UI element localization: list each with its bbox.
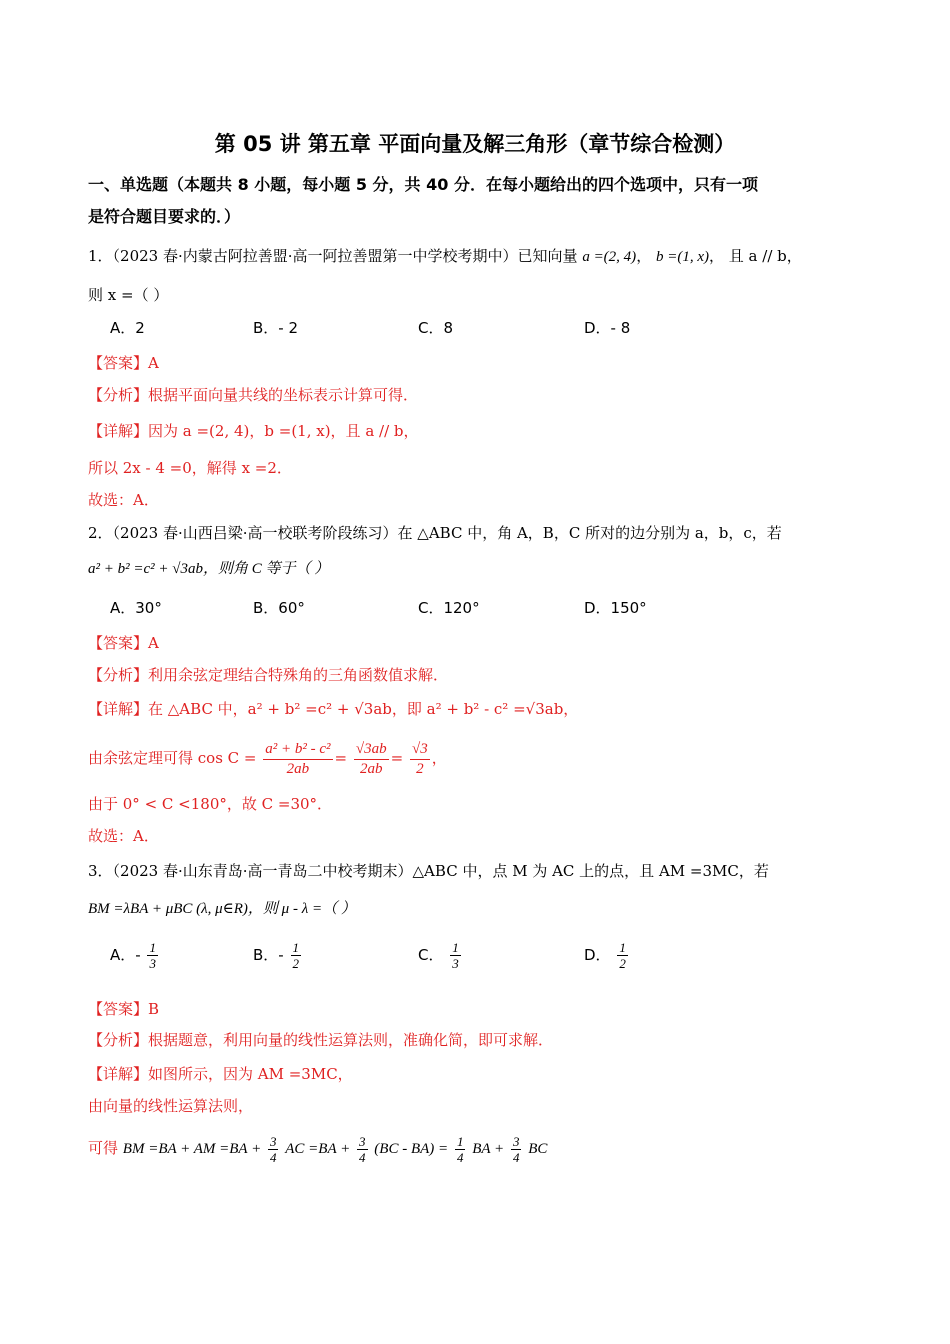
q1-option-c[interactable]: C．8 <box>418 319 454 337</box>
q3-frac-3-denominator: 4 <box>456 1149 464 1165</box>
q1-choose: 故选：A． <box>88 491 159 509</box>
q3-option-d[interactable] <box>584 940 630 971</box>
q3-rule: 由向量的线性运算法则， <box>88 1097 254 1115</box>
q3-stem2: BM =λBA + μBC (λ, μ∈R)，则 μ - λ =（ ） <box>88 901 356 917</box>
q1-option-d[interactable]: D．- 8 <box>584 319 631 337</box>
q3-option-c-denominator: 3 <box>452 956 459 971</box>
q2-fraction-3-numerator: √3 <box>410 740 430 760</box>
q2-fraction-2 <box>354 740 389 779</box>
q1-answer: 【答案】A <box>88 354 159 372</box>
q3-stem: 3．（2023 春·山东青岛·高一青岛二中校考期末）△ABC 中，点 M 为 AC 上的点，且 AM =3MC，若 <box>88 862 769 880</box>
q3-option-a-fraction <box>147 940 158 971</box>
q2-cosine-law: 由余弦定理可得 cos C = $\frac{\text{a² + b² - c²}}{2ab}$ = $\frac{√3ab}{2ab}$ = $\frac{√3}{2}$ ， <box>88 740 447 777</box>
q1-stem-text: 1．（2023 春·内蒙古阿拉善盟·高一阿拉善盟第一中学校考期中）已知向量 <box>88 247 578 265</box>
q1-stem: 1．（2023 春·内蒙古阿拉善盟·高一阿拉善盟第一中学校考期中）已知向量 a =(2, 4)， b =(1, x)， 且 a // b， <box>88 247 802 265</box>
q3-option-b-numerator: 1 <box>292 940 299 955</box>
q2-detail: 【详解】在 △ABC 中，a² + b² =c² + √3ab，即 a² + b² - c² =√3ab， <box>88 700 579 718</box>
q3-option-b-fraction <box>291 940 302 971</box>
q3-result-part1: BM =BA + AM =BA + <box>122 1141 262 1157</box>
q3-frac-2-denominator: 4 <box>359 1149 366 1165</box>
q3-option-b[interactable] <box>253 940 303 971</box>
q2-option-b[interactable]: B．60° <box>253 599 305 617</box>
q2-fraction-3 <box>410 740 430 779</box>
page-title: 第 05 讲 第五章 平面向量及解三角形（章节综合检测） <box>214 132 736 156</box>
q3-frac-1-numerator: 3 <box>269 1133 277 1149</box>
q3-option-b-label: B． <box>253 946 279 964</box>
q3-option-d-fraction <box>617 940 628 971</box>
q3-option-c-numerator: 1 <box>452 940 459 955</box>
q2-analysis: 【分析】利用余弦定理结合特殊角的三角函数值求解． <box>88 666 449 684</box>
q2-option-d[interactable]: D．150° <box>584 599 647 617</box>
q1-condition: 且 a // b， <box>728 247 802 265</box>
q3-result <box>88 1127 870 1170</box>
q2-fraction-3-denominator: 2 <box>416 760 424 777</box>
q2-fraction-1 <box>263 740 332 779</box>
q1-analysis: 【分析】根据平面向量共线的坐标表示计算可得． <box>88 386 419 404</box>
q3-answer: 【答案】B <box>88 1000 160 1018</box>
q3-option-d-denominator: 2 <box>619 956 626 971</box>
q3-result-frac-3 <box>455 1134 466 1165</box>
q3-option-a-sign: - <box>135 946 141 964</box>
q2-option-a[interactable]: A．30° <box>110 599 162 617</box>
q2-cos-prefix: 由余弦定理可得 cos C = <box>88 749 257 767</box>
q3-result-part5: BC <box>528 1141 548 1157</box>
q2-fraction-2-numerator: √3ab <box>354 740 389 760</box>
q3-result-part2: AC =BA + <box>285 1141 351 1157</box>
q3-option-c-fraction <box>450 940 461 971</box>
section-heading-line1: 一、单选题（本题共 8 小题，每小题 5 分，共 40 分．在每小题给出的四个选项中，只有一项 <box>88 175 758 194</box>
q2-fraction-2-denominator: 2ab <box>360 760 383 777</box>
q3-option-b-denominator: 2 <box>292 956 299 971</box>
q3-result-prefix: 可得 <box>88 1139 119 1157</box>
q1-option-a[interactable]: A．2 <box>110 319 145 337</box>
q1-vector-a: a =(2, 4) <box>582 249 637 265</box>
q2-option-c[interactable]: C．120° <box>418 599 480 617</box>
q1-option-b[interactable]: B．- 2 <box>253 319 299 337</box>
q3-result-frac-4 <box>511 1134 522 1165</box>
q2-stem2: a² + b² =c² + √3ab，则角 C 等于（ ） <box>88 561 330 577</box>
q3-option-a-denominator: 3 <box>149 956 156 971</box>
q2-answer: 【答案】A <box>88 634 159 652</box>
q3-result-part4: BA + <box>472 1141 505 1157</box>
q3-option-a-label: A． <box>110 946 136 964</box>
q3-option-a-numerator: 1 <box>149 940 156 955</box>
q3-detail: 【详解】如图所示，因为 AM =3MC， <box>88 1065 353 1083</box>
q3-option-c-label: C． <box>418 946 444 964</box>
q2-fraction-1-numerator: a² + b² - c² <box>263 740 332 760</box>
section-heading-line2: 是符合题目要求的．） <box>88 207 241 226</box>
q1-detail: 【详解】因为 a =(2, 4)，b =(1, x)，且 a // b， <box>88 422 419 440</box>
q2-stem: 2．（2023 春·山西吕梁·高一校联考阶段练习）在 △ABC 中，角 A，B，C 所对的边分别为 a，b，c，若 <box>88 524 782 542</box>
q3-analysis: 【分析】根据题意，利用向量的线性运算法则，准确化简，即可求解． <box>88 1031 554 1049</box>
q3-option-b-sign: - <box>278 946 284 964</box>
q3-option-d-numerator: 1 <box>619 940 626 955</box>
q2-fraction-1-denominator: 2ab <box>286 760 310 777</box>
q3-option-a[interactable] <box>110 940 160 971</box>
q3-result-part3: (BC - BA) = <box>374 1141 449 1157</box>
q3-frac-4-denominator: 4 <box>512 1149 520 1165</box>
q3-frac-2-numerator: 3 <box>359 1133 366 1149</box>
q3-frac-3-numerator: 1 <box>456 1133 464 1149</box>
q3-option-c[interactable] <box>418 940 463 971</box>
q1-ask: 则 x =（ ） <box>88 286 169 304</box>
q2-since: 由于 0° < C <180°，故 C =30°． <box>88 795 333 813</box>
q1-vector-b: b =(1, x) <box>655 249 709 265</box>
q3-result-frac-1 <box>268 1134 279 1165</box>
q3-option-d-label: D． <box>584 946 611 964</box>
q3-result-frac-2 <box>357 1134 368 1165</box>
q2-choose: 故选：A． <box>88 827 159 845</box>
q3-frac-4-numerator: 3 <box>512 1133 520 1149</box>
q1-solution: 所以 2x - 4 =0，解得 x =2． <box>88 459 292 477</box>
q3-frac-1-denominator: 4 <box>269 1149 277 1165</box>
